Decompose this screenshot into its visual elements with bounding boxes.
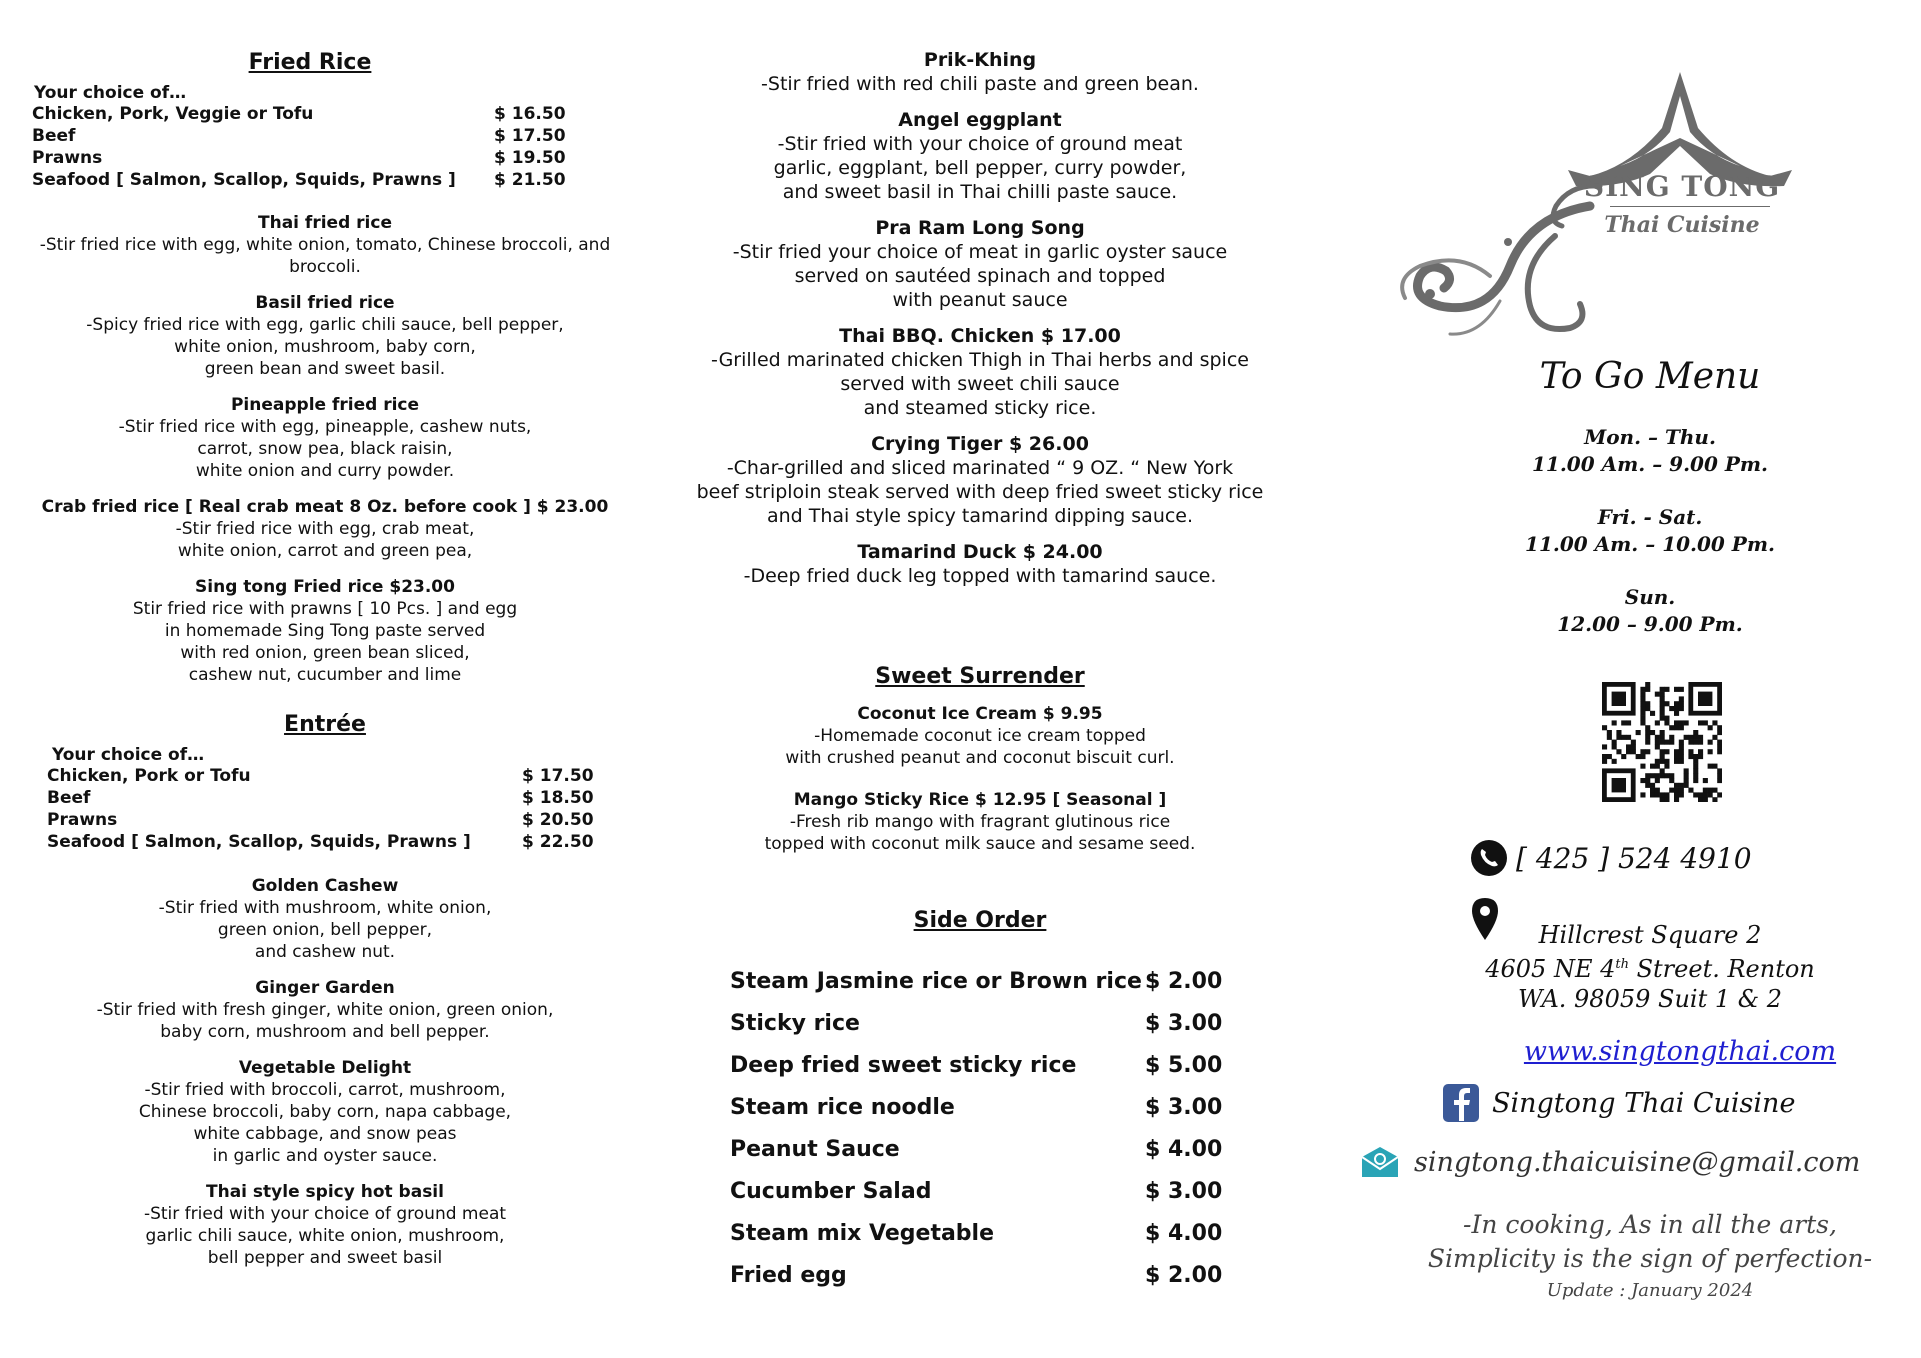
phone-number[interactable]: [ 425 ] 524 4910 [1516,841,1752,875]
sweet-surrender-section [680,664,1280,855]
website-link[interactable]: www.singtongthai.com [1523,1036,1837,1067]
facebook-name[interactable]: Singtong Thai Cuisine [1492,1087,1796,1119]
middle-column [680,0,1280,1358]
phone-icon [1470,839,1508,877]
fried-rice-choice: Your choice of… [34,83,187,103]
menu-dish: Thai BBQ. Chicken $ 17.00 -Grilled marinated chicken Thigh in Thai herbs and spice served with sweet chili sauce and steamed sticky rice. [711,325,1249,419]
sing-tong-logo [1380,66,1840,356]
opening-hours [1440,424,1860,638]
brand-divider [1610,206,1770,207]
email-row[interactable] [1360,1140,1920,1184]
side-order-item: Sticky rice $ 3.00 [730,1010,1223,1036]
menu-dish: Crying Tiger $ 26.00 -Char-grilled and sliced marinated “ 9 OZ. “ New York beef striploin steak served with deep fried sweet sticky rice and Thai style spicy tamarind dipping sauce. [696,433,1264,527]
facebook-icon [1442,1083,1480,1123]
menu-dish: Pra Ram Long Song -Stir fried your choice of meat in garlic oyster sauce served on sautéed spinach and topped with peanut sauce [732,217,1228,311]
sweet-surrender-title: Sweet Surrender [875,664,1085,689]
entree-option: Chicken, Pork or Tofu $ 17.50 [47,766,594,786]
left-column [20,0,630,1358]
side-order-item: Steam Jasmine rice or Brown rice $ 2.00 [730,968,1223,994]
update-date: Update : January 2024 [1546,1280,1754,1301]
menu-title: To Go Menu [1539,356,1761,397]
fried-rice-dishes [20,196,630,686]
menu-dish: Sing tong Fried rice $23.00 Stir fried rice with prawns [ 10 Pcs. ] and egg in homemade Sing Tong paste served with red onion, green bean sliced, cashew nut, cucumber and lime [132,577,518,685]
fried-rice-section [20,50,600,191]
menu-dish: Angel eggplant -Stir fried with your choice of ground meat garlic, eggplant, bell pepper, curry powder, and sweet basil in Thai chilli paste sauce. [773,109,1187,203]
entree-option: Prawns $ 20.50 [47,810,594,830]
logo-ornament-icon [1380,66,1840,356]
fried-rice-option: Beef $ 17.50 [32,126,566,146]
email-address[interactable]: singtong.thaicuisine@gmail.com [1414,1146,1861,1178]
side-order-item: Steam rice noodle $ 3.00 [730,1094,1223,1120]
quote-line: Simplicity is the sign of perfection- [1427,1244,1873,1273]
menu-dish: Prik-Khing -Stir fried with red chili paste and green bean. [761,49,1199,95]
side-order-item: Fried egg $ 2.00 [730,1262,1223,1288]
entree-title: Entrée [284,712,366,737]
menu-dish: Basil fried rice -Spicy fried rice with egg, garlic chili sauce, bell pepper, white onion, mushroom, baby corn, green bean and sweet basil. [86,293,564,379]
address-line: WA. 98059 Suit 1 & 2 [1517,985,1783,1013]
quote-block [1400,1208,1900,1276]
entree-option: Beef $ 18.50 [47,788,594,808]
fried-rice-option: Seafood [ Salmon, Scallop, Squids, Prawns ] $ 21.50 [32,170,566,190]
brand-name: SING TONG [1583,170,1781,203]
fried-rice-option: Prawns $ 19.50 [32,148,566,168]
menu-dish: Pineapple fried rice -Stir fried rice with egg, pineapple, cashew nuts, carrot, snow pea, black raisin, white onion and curry powder. [118,395,532,481]
side-order-item: Peanut Sauce $ 4.00 [730,1136,1223,1162]
phone-row[interactable] [1470,838,1870,878]
quote-line: -In cooking, As in all the arts, [1463,1210,1837,1239]
fried-rice-title: Fried Rice [248,50,372,75]
entree-section [20,712,630,1269]
specials-section [680,48,1280,588]
hours-block: Sun. 12.00 – 9.00 Pm. [1557,585,1743,636]
menu-dish: Ginger Garden -Stir fried with fresh ginger, white onion, green onion, baby corn, mushroom and bell pepper. [96,978,554,1042]
menu-dish: Coconut Ice Cream $ 9.95 -Homemade coconut ice cream topped with crushed peanut and coconut biscuit curl. [785,704,1175,768]
email-icon [1360,1145,1400,1179]
menu-dish: Golden Cashew -Stir fried with mushroom, white onion, green onion, bell pepper, and cashew nut. [158,876,492,962]
menu-dish: Vegetable Delight -Stir fried with broccoli, carrot, mushroom, Chinese broccoli, baby corn, napa cabbage, white cabbage, and snow peas in garlic and oyster sauce. [138,1058,512,1166]
menu-dish: Tamarind Duck $ 24.00 -Deep fried duck leg topped with tamarind sauce. [743,541,1217,587]
address-block [1440,920,1860,1014]
right-column [1340,0,1920,1358]
side-order-section [680,908,1280,1288]
qr-code-icon[interactable] [1602,682,1722,802]
menu-dish: Crab fried rice [ Real crab meat 8 Oz. before cook ] $ 23.00 -Stir fried rice with egg, crab meat, white onion, carrot and green pea, [41,497,609,561]
address-line: Hillcrest Square 2 [1538,921,1762,949]
entree-choice: Your choice of… [52,745,205,765]
hours-block: Mon. – Thu. 11.00 Am. – 9.00 Pm. [1532,425,1768,476]
side-order-title: Side Order [913,908,1047,933]
brand-tagline: Thai Cuisine [1604,212,1760,238]
address-line: 4605 NE 4th Street. Renton [1485,955,1815,983]
entree-option: Seafood [ Salmon, Scallop, Squids, Prawns ] $ 22.50 [47,832,594,852]
fried-rice-option: Chicken, Pork, Veggie or Tofu $ 16.50 [32,104,566,124]
hours-block: Fri. - Sat. 11.00 Am. – 10.00 Pm. [1525,505,1775,556]
menu-dish: Mango Sticky Rice $ 12.95 [ Seasonal ] -Fresh rib mango with fragrant glutinous rice topped with coconut milk sauce and sesame seed. [764,790,1196,854]
side-order-item: Deep fried sweet sticky rice $ 5.00 [730,1052,1223,1078]
side-order-item: Cucumber Salad $ 3.00 [730,1178,1223,1204]
menu-dish: Thai style spicy hot basil -Stir fried with your choice of ground meat garlic chili sauce, white onion, mushroom, bell pepper and sweet basil [143,1182,507,1268]
side-order-item: Steam mix Vegetable $ 4.00 [730,1220,1223,1246]
facebook-row[interactable] [1442,1082,1902,1124]
menu-dish: Thai fried rice -Stir fried rice with egg, white onion, tomato, Chinese broccoli, and broccoli. [39,213,611,277]
